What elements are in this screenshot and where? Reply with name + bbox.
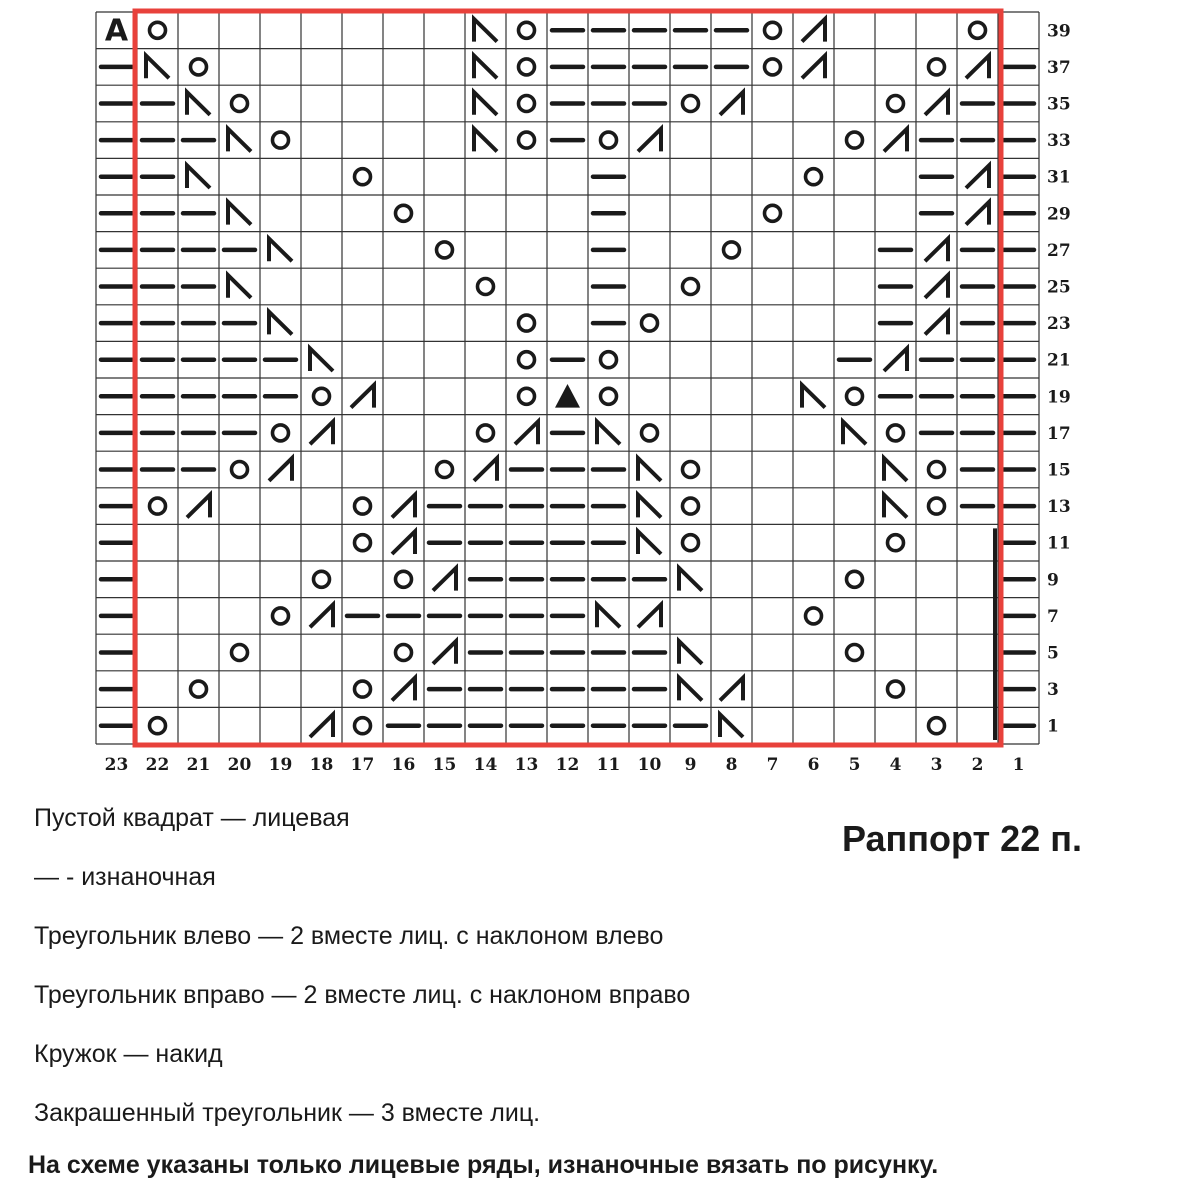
right-leaning-decrease	[925, 92, 948, 115]
row-label: 25	[1047, 277, 1071, 298]
right-leaning-decrease	[515, 422, 538, 445]
yarn-over-circle	[806, 169, 822, 185]
left-leaning-decrease	[474, 129, 497, 152]
right-leaning-decrease	[925, 312, 948, 335]
left-leaning-decrease	[843, 422, 866, 445]
left-leaning-decrease	[269, 239, 292, 262]
yarn-over-circle	[683, 96, 699, 112]
yarn-over-circle	[970, 22, 986, 38]
yarn-over-circle	[437, 462, 453, 478]
column-label: 20	[227, 755, 252, 775]
row-label: 19	[1047, 387, 1071, 408]
left-leaning-decrease	[146, 56, 169, 79]
yarn-over-circle	[601, 388, 617, 404]
column-label: 4	[889, 755, 902, 775]
yarn-over-circle	[847, 645, 863, 661]
yarn-over-circle	[150, 718, 166, 734]
left-leaning-decrease	[228, 202, 251, 225]
yarn-over-circle	[642, 315, 658, 331]
yarn-over-circle	[437, 242, 453, 258]
left-leaning-decrease	[474, 56, 497, 79]
row-label: 39	[1047, 21, 1071, 42]
left-leaning-decrease	[679, 641, 702, 664]
column-label: 16	[391, 755, 416, 775]
yarn-over-circle	[191, 59, 207, 75]
yarn-over-circle	[765, 22, 781, 38]
yarn-over-circle	[273, 425, 289, 441]
column-label: 10	[637, 755, 662, 775]
right-leaning-decrease	[433, 568, 456, 591]
yarn-over-circle	[150, 22, 166, 38]
yarn-over-circle	[519, 59, 535, 75]
yarn-over-circle	[232, 462, 248, 478]
row-label: 7	[1047, 606, 1059, 627]
yarn-over-circle	[314, 388, 330, 404]
legend-knit: Пустой квадрат — лицевая	[34, 804, 350, 832]
yarn-over-circle	[847, 571, 863, 587]
row-label: 3	[1047, 680, 1059, 701]
yarn-over-circle	[683, 498, 699, 514]
legend-purl: — - изнаночная	[34, 863, 216, 891]
right-leaning-decrease	[925, 275, 948, 298]
right-leaning-decrease	[433, 641, 456, 664]
yarn-over-circle	[888, 96, 904, 112]
column-label: 6	[807, 755, 820, 775]
column-label: 13	[514, 755, 539, 775]
yarn-over-circle	[929, 718, 945, 734]
yarn-over-circle	[765, 205, 781, 221]
column-label: 11	[596, 755, 621, 775]
row-label: 15	[1047, 460, 1071, 481]
yarn-over-circle	[355, 681, 371, 697]
filled-triangle	[555, 384, 580, 408]
yarn-over-circle	[888, 425, 904, 441]
left-leaning-decrease	[884, 495, 907, 518]
row-label: 13	[1047, 497, 1071, 518]
yarn-over-circle	[478, 279, 494, 295]
yarn-over-circle	[806, 608, 822, 624]
left-leaning-decrease	[187, 165, 210, 188]
column-label: 21	[186, 755, 211, 775]
left-leaning-decrease	[474, 19, 497, 42]
yarn-over-circle	[929, 59, 945, 75]
right-leaning-decrease	[392, 495, 415, 518]
corner-symbol: A	[104, 13, 129, 49]
yarn-over-circle	[478, 425, 494, 441]
row-label: 31	[1047, 167, 1071, 188]
yarn-over-circle	[519, 96, 535, 112]
row-label: 27	[1047, 240, 1071, 261]
row-label: 11	[1047, 533, 1071, 554]
left-leaning-decrease	[228, 275, 251, 298]
row-label: 35	[1047, 94, 1071, 115]
column-label: 5	[848, 755, 861, 775]
right-leaning-decrease	[884, 348, 907, 371]
yarn-over-circle	[355, 535, 371, 551]
column-label: 18	[309, 755, 334, 775]
right-leaning-decrease	[310, 714, 333, 737]
yarn-over-circle	[601, 132, 617, 148]
yarn-over-circle	[724, 242, 740, 258]
left-leaning-decrease	[638, 458, 661, 481]
yarn-over-circle	[888, 535, 904, 551]
column-label: 8	[725, 755, 738, 775]
yarn-over-circle	[191, 681, 207, 697]
yarn-over-circle	[683, 279, 699, 295]
right-leaning-decrease	[269, 458, 292, 481]
yarn-over-circle	[847, 388, 863, 404]
left-leaning-decrease	[269, 312, 292, 335]
column-label: 15	[432, 755, 457, 775]
column-label: 2	[971, 755, 984, 775]
right-leaning-decrease	[925, 239, 948, 262]
footnote: На схеме указаны только лицевые ряды, изнаночные вязать по рисунку.	[28, 1151, 939, 1179]
yarn-over-circle	[396, 205, 412, 221]
legend-left-decrease: Треугольник влево — 2 вместе лиц. с наклоном влево	[34, 922, 664, 950]
yarn-over-circle	[519, 352, 535, 368]
right-leaning-decrease	[802, 56, 825, 79]
left-leaning-decrease	[679, 678, 702, 701]
right-leaning-decrease	[966, 165, 989, 188]
legend-yarn-over: Кружок — накид	[34, 1040, 223, 1068]
yarn-over-circle	[929, 462, 945, 478]
left-leaning-decrease	[228, 129, 251, 152]
yarn-over-circle	[232, 96, 248, 112]
yarn-over-circle	[519, 315, 535, 331]
left-leaning-decrease	[638, 495, 661, 518]
right-leaning-decrease	[720, 92, 743, 115]
column-label: 14	[473, 755, 498, 775]
right-leaning-decrease	[638, 129, 661, 152]
legend-three-together: Закрашенный треугольник — 3 вместе лиц.	[34, 1099, 541, 1127]
row-label: 29	[1047, 204, 1071, 225]
column-label: 17	[350, 755, 375, 775]
yarn-over-circle	[888, 681, 904, 697]
grid-lines	[96, 12, 1039, 744]
yarn-over-circle	[765, 59, 781, 75]
row-label: 1	[1047, 716, 1059, 737]
row-label: 21	[1047, 350, 1071, 371]
row-label: 9	[1047, 570, 1059, 591]
left-leaning-decrease	[310, 348, 333, 371]
column-label: 12	[555, 755, 580, 775]
right-leaning-decrease	[884, 129, 907, 152]
yarn-over-circle	[273, 132, 289, 148]
left-leaning-decrease	[597, 422, 620, 445]
right-leaning-decrease	[474, 458, 497, 481]
yarn-over-circle	[355, 718, 371, 734]
right-leaning-decrease	[720, 678, 743, 701]
left-leaning-decrease	[597, 605, 620, 628]
column-label: 22	[145, 755, 170, 775]
row-label: 23	[1047, 314, 1071, 335]
left-leaning-decrease	[187, 92, 210, 115]
left-leaning-decrease	[720, 714, 743, 737]
right-leaning-decrease	[351, 385, 374, 408]
column-label: 23	[104, 755, 129, 775]
right-leaning-decrease	[966, 56, 989, 79]
yarn-over-circle	[355, 169, 371, 185]
column-label: 1	[1012, 755, 1025, 775]
right-leaning-decrease	[802, 19, 825, 42]
yarn-over-circle	[314, 571, 330, 587]
right-leaning-decrease	[392, 531, 415, 554]
right-leaning-decrease	[310, 422, 333, 445]
left-leaning-decrease	[802, 385, 825, 408]
yarn-over-circle	[355, 498, 371, 514]
yarn-over-circle	[273, 608, 289, 624]
left-leaning-decrease	[638, 531, 661, 554]
row-label: 5	[1047, 643, 1059, 664]
right-leaning-decrease	[966, 202, 989, 225]
left-leaning-decrease	[884, 458, 907, 481]
column-label: 19	[268, 755, 293, 775]
yarn-over-circle	[519, 388, 535, 404]
legend-right-decrease: Треугольник вправо — 2 вместе лиц. с наклоном вправо	[34, 981, 691, 1009]
yarn-over-circle	[150, 498, 166, 514]
yarn-over-circle	[519, 22, 535, 38]
yarn-over-circle	[847, 132, 863, 148]
yarn-over-circle	[396, 571, 412, 587]
right-leaning-decrease	[187, 495, 210, 518]
yarn-over-circle	[601, 352, 617, 368]
left-leaning-decrease	[474, 92, 497, 115]
yarn-over-circle	[232, 645, 248, 661]
yarn-over-circle	[683, 535, 699, 551]
row-label: 37	[1047, 57, 1071, 78]
yarn-over-circle	[929, 498, 945, 514]
row-label: 17	[1047, 423, 1071, 444]
right-leaning-decrease	[638, 605, 661, 628]
yarn-over-circle	[396, 645, 412, 661]
left-leaning-decrease	[679, 568, 702, 591]
rapport-label: Раппорт 22 п.	[842, 818, 1082, 859]
column-label: 9	[684, 755, 697, 775]
column-label: 7	[766, 755, 779, 775]
yarn-over-circle	[683, 462, 699, 478]
row-label: 33	[1047, 131, 1071, 152]
right-leaning-decrease	[392, 678, 415, 701]
column-label: 3	[930, 755, 943, 775]
yarn-over-circle	[519, 132, 535, 148]
yarn-over-circle	[642, 425, 658, 441]
right-leaning-decrease	[310, 605, 333, 628]
